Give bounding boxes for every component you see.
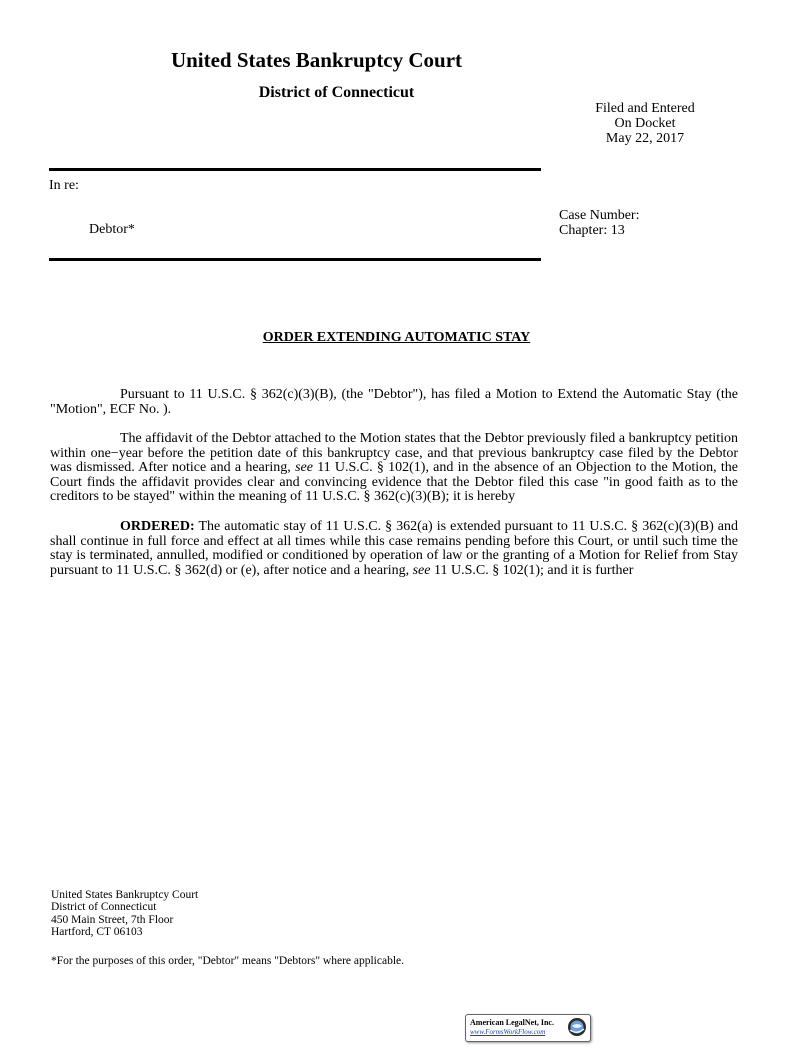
case-number-label: Case Number:	[559, 208, 640, 223]
address-line-2: District of Connecticut	[51, 901, 157, 914]
filed-line-1: Filed and Entered	[595, 101, 695, 116]
debtor-footnote: *For the purposes of this order, "Debtor" means "Debtors" where applicable.	[51, 955, 405, 967]
paragraph-affidavit	[50, 432, 738, 505]
caption-bottom-rule	[49, 258, 541, 261]
see-citation-signal: see	[412, 562, 431, 578]
chapter-label: Chapter: 13	[559, 223, 625, 238]
badge-company: American LegalNet, Inc.	[470, 1018, 554, 1027]
filed-line-2: On Docket	[614, 116, 676, 131]
district-name: District of Connecticut	[258, 84, 415, 101]
filed-stamp	[560, 101, 730, 146]
filed-date: May 22, 2017	[605, 131, 685, 146]
globe-logo-icon	[567, 1017, 587, 1037]
order-title: ORDER EXTENDING AUTOMATIC STAY	[262, 330, 531, 345]
paragraph-motion	[50, 388, 738, 417]
paragraph-motion-text: Pursuant to 11 U.S.C. § 362(c)(3)(B), (the "Debtor"), has filed a Motion to Extend the Automatic Stay (the "Motion", ECF No. ).	[50, 387, 738, 417]
caption-top-rule	[49, 168, 541, 171]
paragraph-ordered-text-a: The automatic stay of 11 U.S.C. § 362(a) is extended pursuant to 11 U.S.C. § 362(c)(3)(B) and shall continue in full force and effect at all times while this case remains pending before this Court, or until such time the stay is terminated, annulled, modified or conditioned by operation of law or the granting of a Motion for Relief from Stay pursuant to 11 U.S.C. § 362(d) or (e), after notice and a hearing,	[50, 519, 738, 578]
paragraph-affidavit-text-b: 11 U.S.C. § 102(1), and in the absence of an Objection to the Motion, the Court finds the affidavit provides clear and convincing evidence that the Debtor filed this case "in good faith as to the creditors to be stayed" within the meaning of 11 U.S.C. § 362(c)(3)(B); it is hereby	[50, 460, 738, 505]
in-re-label: In re:	[49, 178, 79, 193]
paragraph-ordered	[50, 520, 738, 578]
paragraph-ordered-text-b: 11 U.S.C. § 102(1); and it is further	[430, 562, 634, 578]
address-line-3: 450 Main Street, 7th Floor	[51, 913, 174, 926]
court-address	[51, 889, 198, 939]
case-info	[559, 208, 639, 238]
see-citation-signal: see	[295, 460, 313, 476]
ordered-label: ORDERED:	[120, 519, 195, 534]
debtor-label: Debtor*	[89, 222, 135, 237]
court-title: United States Bankruptcy Court	[170, 48, 463, 72]
address-line-4: Hartford, CT 06103	[51, 926, 143, 939]
forms-workflow-badge[interactable]	[465, 1014, 591, 1042]
badge-url[interactable]: www.FormsWorkFlow.com	[470, 1028, 546, 1036]
paragraph-affidavit-text-a: The affidavit of the Debtor attached to the Motion states that the Debtor previously filed a bankruptcy petition within one−year before the petition date of this bankruptcy case, and that previous bankruptcy case filed by the Debtor was dismissed. After notice and a hearing,	[50, 431, 738, 476]
address-line-1: United States Bankruptcy Court	[51, 889, 199, 901]
